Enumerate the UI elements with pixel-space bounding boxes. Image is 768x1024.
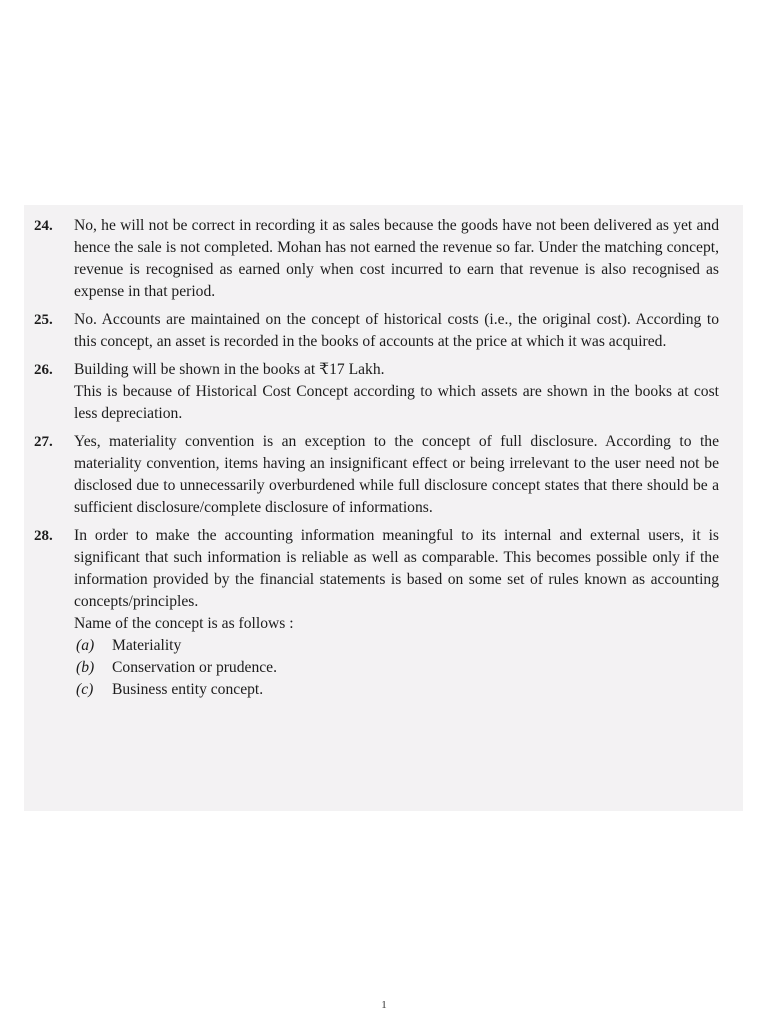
list-item-text: Business entity concept. xyxy=(112,681,264,698)
list-item-text: Conservation or prudence. xyxy=(112,659,277,676)
list-item xyxy=(74,657,719,679)
list-item-label: (b) xyxy=(76,659,95,676)
list-item xyxy=(74,679,719,701)
list-item xyxy=(74,635,719,657)
answer-25 xyxy=(34,309,719,353)
answer-paragraph: Building will be shown in the books at ₹17 Lakh. xyxy=(74,361,385,378)
answer-number: 28. xyxy=(34,528,53,544)
answer-paragraph: No, he will not be correct in recording it as sales because the goods have not been delivered as yet and hence the sale is not completed. Mohan has not earned the revenue so far. Under the matching concept, revenue is recognised as earned only when cost incurred to earn that revenue is also recognised as expense in that period. xyxy=(74,217,719,300)
answer-number: 26. xyxy=(34,362,53,378)
answer-number: 24. xyxy=(34,218,53,234)
list-item-label: (a) xyxy=(76,637,95,654)
list-item-text: Materiality xyxy=(112,637,182,654)
concept-list xyxy=(74,635,719,701)
answer-26 xyxy=(34,359,719,425)
answer-paragraph: This is because of Historical Cost Concept according to which assets are shown in the books at cost less depreciation. xyxy=(74,383,719,422)
list-item-label: (c) xyxy=(76,681,94,698)
scanned-answer-block xyxy=(24,205,743,811)
answer-28 xyxy=(34,525,719,701)
answer-number: 27. xyxy=(34,434,53,450)
answer-24 xyxy=(34,215,719,303)
answer-paragraph: Name of the concept is as follows : xyxy=(74,615,294,632)
answer-paragraph: Yes, materiality convention is an exception to the concept of full disclosure. According to the materiality convention, items having an insignificant effect or being irrelevant to the user need not be disclosed due to unnecessarily overburdened while full disclosure concept states that there should be a sufficient disclosure/complete disclosure of informations. xyxy=(74,433,719,516)
answer-paragraph: No. Accounts are maintained on the concept of historical costs (i.e., the original cost). According to this concept, an asset is recorded in the books of accounts at the price at which it was acquired. xyxy=(74,311,719,350)
page-number: 1 xyxy=(381,999,387,1011)
answer-27 xyxy=(34,431,719,519)
answer-number: 25. xyxy=(34,312,53,328)
answer-paragraph: In order to make the accounting information meaningful to its internal and external users, it is significant that such information is reliable as well as comparable. This becomes possible only if the information provided by the financial statements is based on some set of rules known as accounting concepts/principles. xyxy=(74,527,719,610)
